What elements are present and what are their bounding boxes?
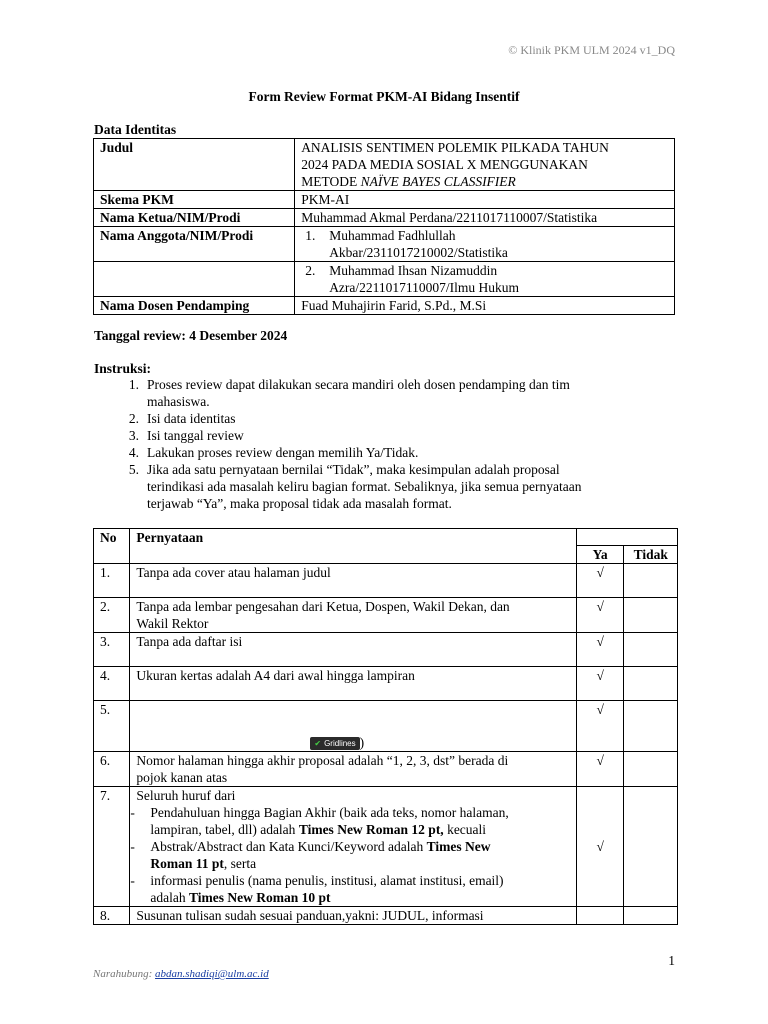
yes-check[interactable]: √ [576, 598, 623, 633]
no-check[interactable] [624, 752, 678, 787]
footer-contact [93, 966, 269, 983]
copyright-notice: © Klinik PKM ULM 2024 v1_DQ [508, 43, 675, 57]
instructions-list [94, 376, 654, 512]
identity-table [93, 138, 675, 315]
anggota-item: 2. Muhammad Ihsan Nizamuddin Azra/2211017110007/Ilmu Hukum [295, 262, 675, 297]
dosen-label: Nama Dosen Pendamping [94, 297, 295, 315]
ketua-label: Nama Ketua/NIM/Prodi [94, 209, 295, 227]
skema-label: Skema PKM [94, 191, 295, 209]
judul-line: METODE NAÏVE BAYES CLASSIFIER [301, 174, 516, 189]
table-row: 4. Ukuran kertas adalah A4 dari awal hingga lampiran √ [94, 667, 678, 701]
yes-check[interactable]: √ [576, 701, 623, 752]
identity-section-label: Data Identitas [94, 122, 177, 137]
no-check[interactable] [624, 787, 678, 907]
anggota-label-empty [94, 262, 295, 297]
yes-check[interactable]: √ [576, 564, 623, 598]
contact-label: Narahubung: [93, 968, 156, 980]
no-check[interactable] [624, 564, 678, 598]
column-header-yes: Ya [576, 546, 623, 564]
table-row: 2. Tanpa ada lembar pengesahan dari Ketua, Dospen, Wakil Dekan, dan Wakil Rektor √ [94, 598, 678, 633]
review-table [93, 528, 678, 925]
instruction-item: 3. Isi tanggal review [128, 428, 244, 443]
table-row: 7. Seluruh huruf dari - Pendahuluan hingga Bagian Akhir (baik ada teks, nomor halaman, lampiran, tabel, dll) adalah Times New Roman 12 pt, kecuali - Abstrak/Abstract dan Kata Kunci/Keyword adalah Times New Roman 11 pt, serta - informasi penulis (nama penulis, institusi, alamat institusi, email) adalah Times New Roman 10 pt √ [94, 787, 678, 907]
instruction-item: 1. Proses review dapat dilakukan secara mandiri oleh dosen pendamping dan tim mahasiswa. [128, 377, 570, 409]
instructions-title: Instruksi: [94, 361, 152, 376]
review-date: Tanggal review: 4 Desember 2024 [94, 328, 288, 343]
yes-check[interactable]: √ [576, 667, 623, 701]
no-check[interactable] [624, 667, 678, 701]
judul-label: Judul [94, 139, 295, 191]
page-number: 1 [668, 953, 675, 968]
instruction-item: 4. Lakukan proses review dengan memilih Ya/Tidak. [128, 445, 419, 460]
anggota-item: 1. Muhammad Fadhlullah Akbar/2311017210002/Statistika [295, 227, 675, 262]
column-header-no: No [94, 529, 130, 564]
judul-value [295, 139, 675, 191]
column-header-no-answer: Tidak [624, 546, 678, 564]
table-row: 8. Susunan tulisan sudah sesuai panduan,yakni: JUDUL, informasi [94, 907, 678, 925]
table-row: 3. Tanpa ada daftar isi √ [94, 633, 678, 667]
no-check[interactable] [624, 598, 678, 633]
column-header-answer-group [576, 529, 677, 546]
anggota-label: Nama Anggota/NIM/Prodi [94, 227, 295, 262]
judul-italic: NAÏVE BAYES CLASSIFIER [360, 174, 516, 189]
column-header-statement: Pernyataan [130, 529, 577, 564]
ketua-value: Muhammad Akmal Perdana/2211017110007/Statistika [295, 209, 675, 227]
contact-email-link[interactable]: abdan.shadiqi@ulm.ac.id [155, 968, 269, 980]
no-check[interactable] [624, 633, 678, 667]
yes-check[interactable] [576, 907, 623, 925]
dosen-value: Fuad Muhajirin Farid, S.Pd., M.Si [295, 297, 675, 315]
yes-check[interactable]: √ [576, 633, 623, 667]
form-title: Form Review Format PKM-AI Bidang Insentif [248, 89, 520, 104]
judul-line: 2024 PADA MEDIA SOSIAL X MENGGUNAKAN [301, 157, 588, 172]
table-row: 5. ✔ Gridlines ) √ [94, 701, 678, 752]
no-check[interactable] [624, 907, 678, 925]
checkmark-icon: ✔ [314, 739, 322, 749]
instruction-item: 5. Jika ada satu pernyataan bernilai “Tidak”, maka kesimpulan adalah proposal terindikasi ada masalah keliru bagian format. Sebaliknya, jika semua pernyataan terjawab “Ya”, maka proposal tidak ada masalah format. [128, 462, 582, 511]
yes-check[interactable]: √ [576, 752, 623, 787]
skema-value: PKM-AI [295, 191, 675, 209]
gridlines-badge[interactable]: ✔ Gridlines [310, 737, 359, 750]
table-row: 1. Tanpa ada cover atau halaman judul √ [94, 564, 678, 598]
instruction-item: 2. Isi data identitas [128, 411, 236, 426]
yes-check[interactable]: √ [576, 787, 623, 907]
no-check[interactable] [624, 701, 678, 752]
table-row: 6. Nomor halaman hingga akhir proposal adalah “1, 2, 3, dst” berada di pojok kanan atas √ [94, 752, 678, 787]
judul-line: ANALISIS SENTIMEN POLEMIK PILKADA TAHUN [301, 140, 609, 155]
